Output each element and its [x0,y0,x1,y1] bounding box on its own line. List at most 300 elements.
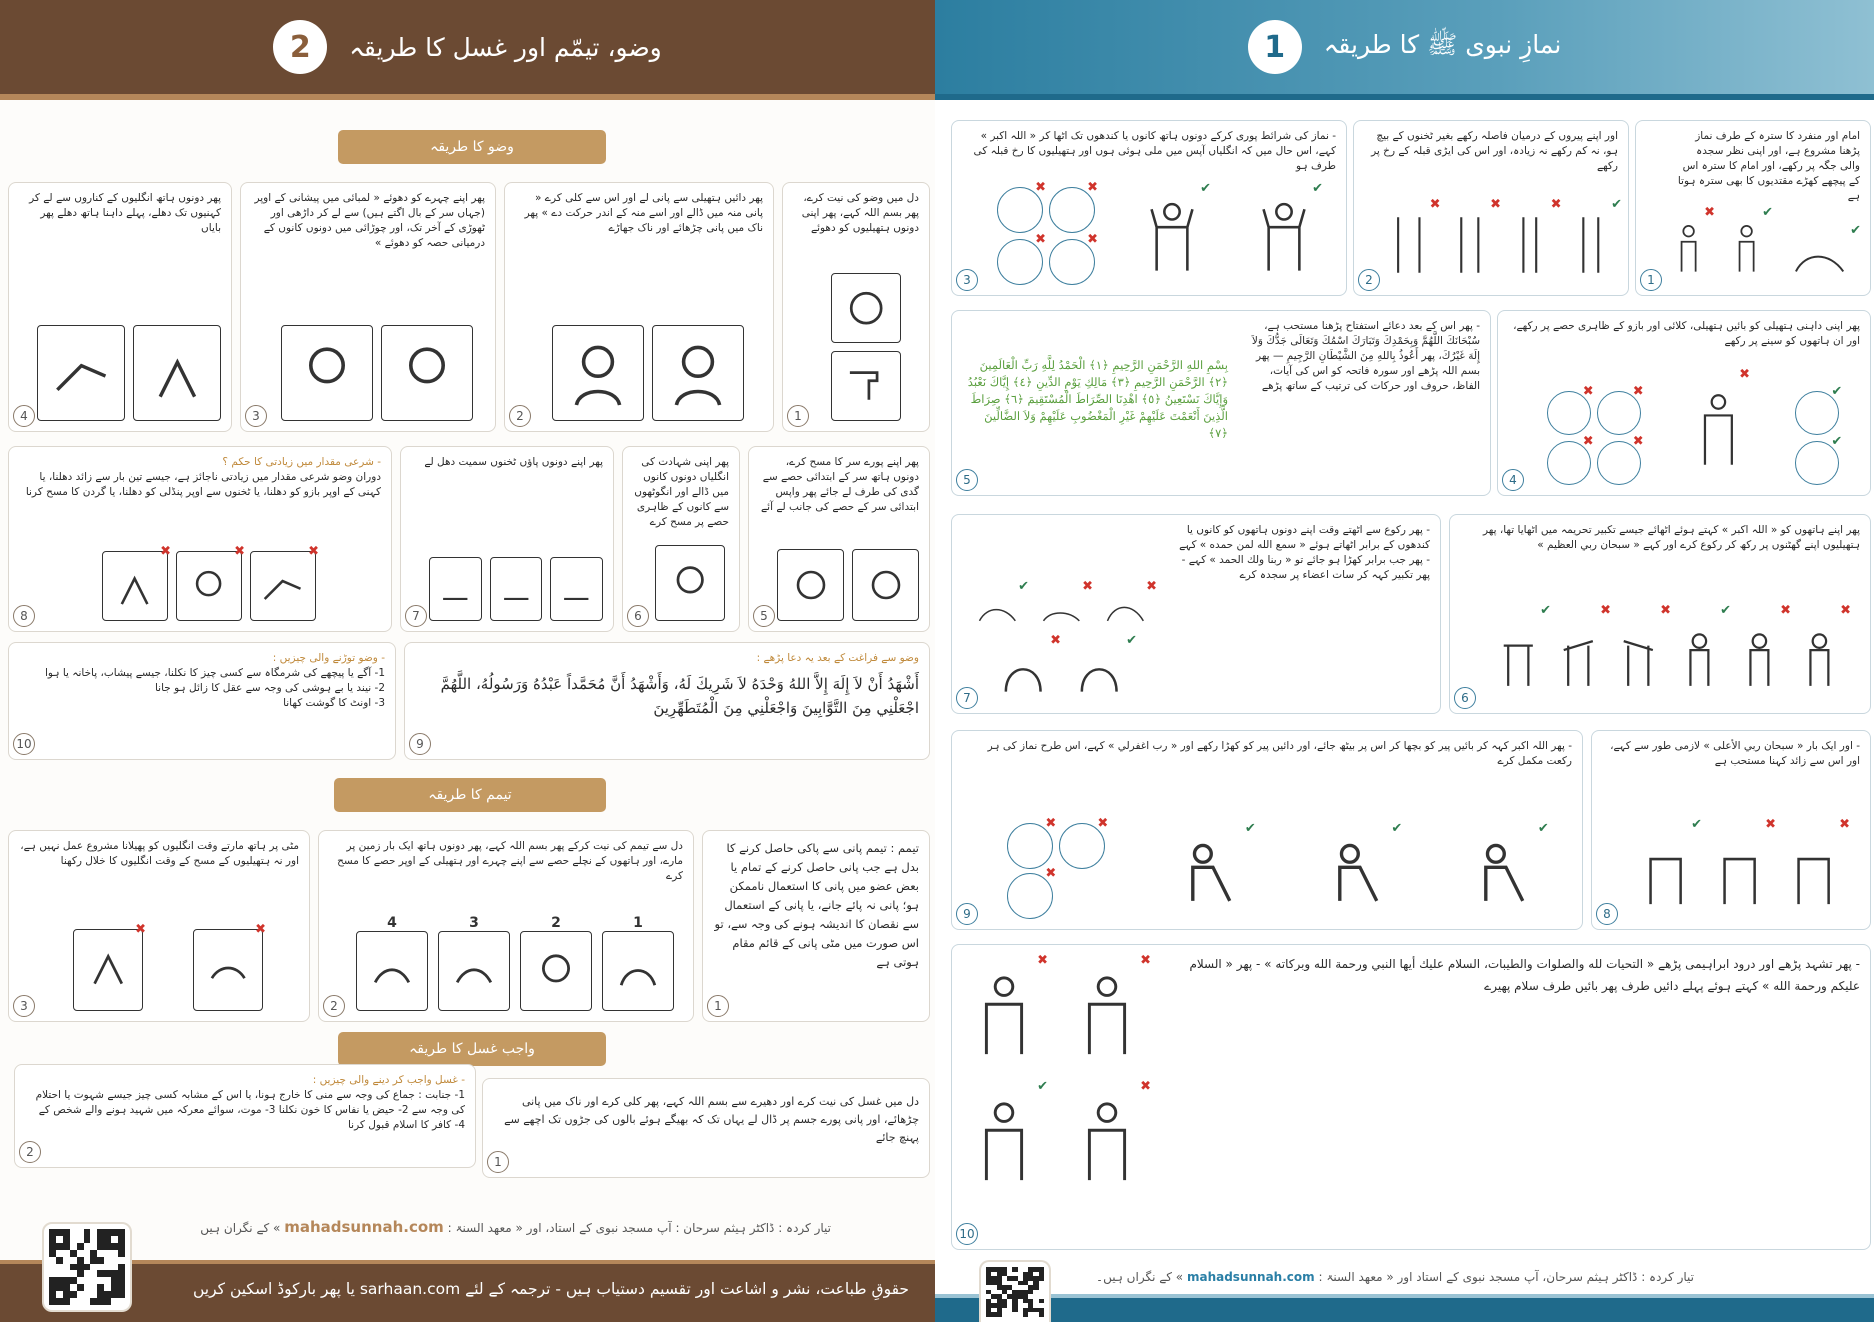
wrong-mark-icon: ✖ [1550,197,1562,212]
correct-mark-icon: ✔ [1200,181,1211,196]
correct-mark-icon: ✔ [1037,1079,1048,1094]
nullifier-item: 2- نیند یا بے ہوشی کی وجہ سے عقل کا زائل ہو جانا [154,682,385,694]
wrong-mark-icon: ✖ [1087,232,1098,247]
sujud-rear-figure [1782,817,1850,919]
qr-cell [118,1264,125,1271]
wudu-step-1 [782,182,930,432]
left-header [0,0,935,100]
prayer-step-text: امام اور منفرد کا سترہ کے طرف نماز پڑھنا مشروع ہے، اور اپنی نظر سجدہ والی جگہ پر رکھے، اور امام کا سترہ اس کے پیچھے کھڑے مقتدیوں کا بھی سترہ ہوتا ہے [1677,130,1860,202]
wudu-step-text: دوران وضو شرعی مقدار میں زیادتی ناجائز ہے، جیسے تین بار سے زائد دھلنا، یا کہنی کے اوپر بازو کو دھلنا، یا ٹخنوں سے اوپر پنڈلی کو دھلنا، یا گردن کا مسح کرنا [25,471,381,498]
wrong-mark-icon: ✖ [1140,1079,1151,1094]
left-page [0,0,935,1322]
section-title-tayammum: تیمم کا طریقہ [334,778,606,812]
correct-mark-icon: ✔ [1391,821,1403,836]
qr-cell [56,1291,63,1298]
interlace-fingers-figure [193,922,266,1011]
wudu-step-9 [404,642,930,760]
jalsa-figure [1461,821,1549,919]
hand-placement-figure [1795,384,1843,435]
qr-cell [49,1229,56,1236]
step-number: 1 [487,1151,509,1173]
qr-cell [56,1298,63,1305]
qr-cell [63,1257,70,1264]
step-number: 4 [1502,469,1524,491]
correct-mark-icon: ✔ [1831,434,1843,449]
wudu-step-text: پھر اپنے پورے سر کا مسح کرے، دونوں ہاتھ سر کے ابتدائی حصے سے گدی کی طرف لے جائے پھر واپس ابتدائی سر کے حصے کی جانب لے آئے [761,456,919,513]
qr-cell [49,1284,56,1291]
qr-cell [1039,1312,1044,1317]
hand-placement-figure [1547,434,1594,485]
qr-cell [111,1277,118,1284]
qr-cell [97,1284,104,1291]
tayammum-face-figure [520,931,592,1011]
hands-raise-figure [1049,180,1098,233]
wrong-mark-icon: ✖ [1045,816,1057,831]
credit-site-link[interactable]: mahadsunnah.com [1186,1270,1315,1284]
qr-cell [56,1270,63,1277]
qr-cell [118,1298,125,1305]
qr-cell [77,1257,84,1264]
wrong-mark-icon: ✖ [1840,603,1851,618]
wrong-mark-icon: ✖ [1632,384,1644,399]
wrong-mark-icon: ✖ [1839,817,1850,832]
qr-cell [104,1277,111,1284]
qr-cell [49,1277,56,1284]
wrong-mark-icon: ✖ [135,922,146,937]
qr-cell [63,1236,70,1243]
tashahhud-figure [1067,953,1151,1071]
qr-cell [97,1291,104,1298]
qr-cell [97,1264,104,1271]
qr-code-icon[interactable] [42,1222,132,1312]
credit-prefix: تیار کردہ : ڈاکٹر ہیثم سرحان، آپ مسجد نبوی کے استاد اور « معھد السنۃ : [1318,1270,1694,1284]
prayer-step-text: - پھر اس کے بعد دعائے استفتاح پڑھنا مستحب ہے، سُبْحَانَكَ اللَّهُمَّ وَبِحَمْدِكَ وَتَبَارَكَ اسْمُكَ وَتَعَالَى جَدُّكَ وَلاَ إِلَهَ غَيْرُكَ، پھر أَعُوذُ بِاللهِ مِنَ الشَّيْطَانِ الرَّجِيمِ — پھر بسم اللہ پڑھے اور سورہ فاتحہ کو اس کی آیات، الفاظ، حروف اور حرکات کی ترتیب کے ساتھ پڑھے [1251,320,1480,392]
right-credit [1094,1270,1694,1284]
step-number: 7 [956,687,978,709]
step-number: 2 [323,995,345,1017]
qr-cell [70,1236,77,1243]
qr-cell [49,1291,56,1298]
correct-mark-icon: ✔ [1018,579,1029,594]
wrong-mark-icon: ✖ [1632,434,1644,449]
wash-feet-figure [429,557,482,621]
wudu-step-text: دل میں وضو کی نیت کرے، پھر بسم اللہ کہے، پھر اپنی دونوں ہتھیلیوں کو دھوئے [801,192,919,234]
qr-cell [70,1243,77,1250]
ghusl-step-title: - غسل واجب کر دینے والی چیزیں : [312,1074,465,1086]
correct-mark-icon: ✔ [1537,821,1549,836]
qr-cell [56,1229,63,1236]
wrong-mark-icon: ✖ [1582,434,1594,449]
sujud-back-figure [1065,633,1137,703]
ruku-figure [1791,603,1851,703]
wrong-mark-icon: ✖ [1704,205,1715,220]
step-number: 5 [753,605,775,627]
correct-mark-icon: ✔ [1691,817,1702,832]
wrong-mark-icon: ✖ [1087,180,1098,195]
ghusl-step-1 [482,1078,930,1178]
qr-cell [111,1291,118,1298]
wudu-step-8 [8,446,392,632]
qr-cell [84,1250,91,1257]
wrong-mark-icon: ✖ [1035,232,1046,247]
figure-label: 1 [633,915,643,931]
correct-mark-icon: ✔ [1720,603,1731,618]
qr-cell [90,1250,97,1257]
qr-cell [70,1264,77,1271]
qr-cell [111,1229,118,1236]
wash-face-figure [281,325,373,421]
correct-mark-icon: ✔ [1126,633,1137,648]
qr-cell [49,1264,56,1271]
wrong-mark-icon: ✖ [1429,197,1441,212]
prayer-step-4 [1497,310,1871,496]
hand-placement-figure [1597,434,1644,485]
wrong-mark-icon: ✖ [1140,953,1151,968]
rinse-nose-figure [552,325,644,421]
wash-arm-figure [133,325,221,421]
qr-cell [84,1298,91,1305]
qr-cell [77,1284,84,1291]
section-title-wudu: وضو کا طریقہ [338,130,606,164]
step-number: 4 [13,405,35,427]
step-number: 3 [245,405,267,427]
qr-cell [63,1229,70,1236]
step-number: 2 [509,405,531,427]
prayer-step-text: - پھر رکوع سے اٹھتے وقت اپنے دونوں ہاتھوں کو کانوں یا کندھوں کے برابر اٹھاتے ہوئے « سمع الله لمن حمده » کہے - پھر جب برابر کھڑا ہو جائے تو « ربنا ولك الحمد » کہے - پھر تکبیر کہہ کر سات اعضاء پر سجدہ کرے [1179,524,1430,581]
washing-hands-figure [831,273,901,343]
qr-cell [104,1229,111,1236]
qr-cell [118,1229,125,1236]
qr-cell [90,1270,97,1277]
qr-cell [77,1264,84,1271]
hand-placement-figure [1597,384,1644,435]
qr-cell [49,1270,56,1277]
tayammum-step-1 [702,830,930,1022]
qr-cell [63,1298,70,1305]
qr-cell [63,1284,70,1291]
qr-cell [70,1284,77,1291]
qr-cell [77,1298,84,1305]
wrong-mark-icon: ✖ [1660,603,1671,618]
wrong-mark-icon: ✖ [1097,816,1109,831]
qr-cell [84,1284,91,1291]
qr-cell [84,1277,91,1284]
wudu-step-title: - شرعی مقدار میں زیادتی کا حکم ؟ [222,456,381,468]
rinse-mouth-figure [652,325,744,421]
qr-cell [97,1298,104,1305]
sujud-back-figure [989,633,1061,703]
figure-label: 3 [469,915,479,931]
wipe-head-figure [852,549,919,621]
section-title-ghusl: واجب غسل کا طریقہ [338,1032,606,1066]
wash-feet-figure [550,557,603,621]
sitting-feet-figure [1007,866,1057,919]
correct-mark-icon: ✔ [1540,603,1551,618]
qr-cell [56,1243,63,1250]
credit-suffix: » کے نگران ہیں [200,1221,281,1235]
tashahhud-figure [964,1079,1048,1197]
left-credit [131,1218,831,1236]
step-number: 7 [405,605,427,627]
nullifier-item: 1- آگے یا پیچھے کی شرمگاہ سے کسی چیز کا نکلنا، جیسے پیشاب، پاخانہ یا ہوا [45,667,385,679]
qr-cell [104,1243,111,1250]
qr-cell [118,1270,125,1277]
qr-cell [63,1250,70,1257]
step-number: 2 [1358,269,1380,291]
qr-cell [104,1270,111,1277]
wudu-step-text: پھر دونوں ہاتھ انگلیوں کے کناروں سے لے کر کہنیوں تک دھلے، پہلے داہنا ہاتھ دھلے پھر بایاں [29,192,221,234]
tayammum-hands-figure [438,931,510,1011]
sitting-feet-figure [1059,816,1109,869]
wudu-step-text: پھر دائیں ہتھیلی سے پانی لے اور اس سے کلی کرے « پانی منہ میں ڈالے اور اسے منہ کے اندر حرکت دے » پھر ناک میں پانی چڑھائے اور ناک جھاڑے [524,192,763,234]
sujud-rear-figure [1634,817,1702,919]
qr-cell [84,1236,91,1243]
wipe-ears-figure [655,545,725,621]
qr-cell [77,1291,84,1298]
qr-cell [77,1243,84,1250]
footer-text: حقوقِ طباعت، نشر و اشاعت اور تقسیم دستیاب ہیں - ترجمہ کے لئے sarhaan.com یا پھر بارکوڈ اسکین کریں [192,1280,909,1298]
wrong-mark-icon: ✖ [1765,817,1776,832]
step-number: 3 [956,269,978,291]
hands-raise-figure [997,232,1046,285]
left-header-number: 2 [273,20,327,74]
qr-cell [56,1277,63,1284]
prayer-step-text: پھر اپنی داہنی ہتھیلی کو بائیں ہتھیلی، کلائی اور بازو کے ظاہری حصے پر رکھے، اور ان ہاتھوں کو سینے پر رکھے [1513,320,1860,347]
prayer-step-text: - اور ایک بار « سبحان ربي الأعلى » لازمی طور سے کہے، اور اس سے زائد کہنا مستحب ہے [1610,740,1860,767]
ghusl-step-text: دل میں غسل کی نیت کرے اور دھیرے سے بسم اللہ کہے، پھر کلی کرے اور ناک میں پانی چڑھائے، اور پانی پورے جسم پر ڈال لے یہاں تک کہ بھیگے ہوئے بالوں کی جڑوں تک اچھے سے پہنچ جائے [504,1095,919,1144]
qr-cell [111,1298,118,1305]
excess-figure [176,544,245,621]
feet-figure [1382,197,1441,285]
correct-mark-icon: ✔ [1762,205,1773,220]
step-number: 9 [956,903,978,925]
qr-cell [70,1277,77,1284]
qr-cell [63,1291,70,1298]
step-number: 8 [13,605,35,627]
hand-placement-figure [1795,434,1843,485]
prostrating-figure [1783,223,1861,285]
wrong-mark-icon: ✖ [1739,367,1750,382]
qr-code-icon[interactable] [979,1260,1051,1322]
prayer-step-2 [1353,120,1629,296]
right-page [935,0,1874,1322]
ruku-figure [1491,603,1551,703]
ghusl-step-text: 1- جنابت : جماع کی وجہ سے منی کا خارج ہونا، یا اس کے مشابہ کسی چیز جیسے شہوت یا احتلام کی وجہ سے 2- حیض یا نفاس کا خون نکلنا 3- موت، سوائے معرکہ میں شہید ہونے والے شخص کے 4- کافر کا اسلام قبول کرنا [35,1089,465,1131]
wash-arm-figure [37,325,125,421]
wrong-mark-icon: ✖ [234,544,245,559]
qr-cell [111,1270,118,1277]
prayer-step-1 [1635,120,1871,296]
feet-figure [1564,197,1622,285]
sujud-figure [1097,579,1157,633]
standing-figure [1725,205,1773,285]
qr-cell [111,1284,118,1291]
tashahhud-figure [1067,1079,1151,1197]
excess-figure [250,544,319,621]
qr-cell [118,1284,125,1291]
step-number: 3 [13,995,35,1017]
qr-cell [104,1291,111,1298]
qr-cell [70,1298,77,1305]
qr-cell [84,1243,91,1250]
qr-cell [97,1270,104,1277]
qr-cell [90,1236,97,1243]
wudu-step-text: پھر اپنے دونوں پاؤں ٹخنوں سمیت دھل لے [424,456,603,468]
wipe-head-figure [777,549,844,621]
wrong-mark-icon: ✖ [1035,180,1046,195]
tap-figure [831,351,901,421]
qr-cell [77,1229,84,1236]
qr-cell [70,1270,77,1277]
prayer-step-text: - پھر تشہد پڑھے اور درود ابراہیمی پڑھے « التحيات لله والصلوات والطيبات، السلام عليك أيها النبي ورحمة الله وبركاته » - پھر « السلام عليكم ورحمة الله » کہتے ہوئے پہلے دائیں طرف پھر بائیں طرف سلام پھیرے [1189,957,1860,993]
qr-cell [77,1250,84,1257]
qr-cell [118,1257,125,1264]
prayer-step-text: اور اپنے پیروں کے درمیان فاصلہ رکھے بغیر ٹخنوں کے بیچ ہو، نہ کم رکھے نہ زیادہ، اور اس کی ایڑی قبلہ کے رخ پر رکھے [1371,130,1618,172]
step-number: 9 [409,733,431,755]
qr-cell [84,1257,91,1264]
step-number: 5 [956,469,978,491]
wrong-mark-icon: ✖ [1082,579,1093,594]
credit-suffix: » کے نگراں ہیں۔ [1096,1270,1184,1284]
qr-cell [63,1277,70,1284]
qr-cell [111,1243,118,1250]
correct-mark-icon: ✔ [1831,384,1843,399]
step-number: 10 [956,1223,978,1245]
feet-figure [1503,197,1562,285]
qr-cell [70,1291,77,1298]
step-number: 1 [787,405,809,427]
step-number: 6 [1454,687,1476,709]
credit-site-link[interactable]: mahadsunnah.com [284,1218,444,1236]
right-header [935,0,1874,100]
qr-cell [118,1243,125,1250]
qr-cell [97,1236,104,1243]
tayammum-step-text: مٹی پر ہاتھ مارتے وقت انگلیوں کو پھیلانا مشروع عمل نہیں ہے، اور نہ ہتھیلیوں کے مسح کے وقت انگلیوں کا خلال رکھنا [20,840,299,867]
qr-cell [70,1250,77,1257]
wrong-mark-icon: ✖ [1045,866,1057,881]
takbir-figure [1249,181,1323,285]
qr-cell [49,1243,56,1250]
qr-cell [56,1250,63,1257]
qr-cell [49,1257,56,1264]
nullifier-item: 3- اونٹ کا گوشت کھانا [283,697,385,709]
qr-cell [97,1243,104,1250]
tayammum-step-2 [318,830,694,1022]
prayer-step-5 [951,310,1491,496]
fatiha-text: بِسْمِ اللهِ الرَّحْمَنِ الرَّحِيمِ ﴿١﴾ الْحَمْدُ لِلَّهِ رَبِّ الْعَالَمِينَ ﴿٢﴾ الرَّحْمَنِ الرَّحِيمِ ﴿٣﴾ مَالِكِ يَوْمِ الدِّينِ ﴿٤﴾ إِيَّاكَ نَعْبُدُ وَإِيَّاكَ نَسْتَعِينُ ﴿٥﴾ اهْدِنَا الصِّرَاطَ الْمُسْتَقِيمَ ﴿٦﴾ صِرَاطَ الَّذِينَ أَنْعَمْتَ عَلَيْهِمْ غَيْرِ الْمَغْضُوبِ عَلَيْهِمْ وَلاَ الضَّالِّينَ ﴿٧﴾ [967,358,1228,440]
qr-cell [97,1250,104,1257]
qr-cell [56,1284,63,1291]
qr-cell [90,1284,97,1291]
step-number: 8 [1596,903,1618,925]
figure-label: 2 [551,915,561,931]
jalsa-figure [1314,821,1403,919]
qr-cell [97,1277,104,1284]
prayer-step-7 [951,514,1441,714]
sujud-rear-figure [1708,817,1776,919]
tayammum-step-text: دل سے تیمم کی نیت کرکے پھر بسم اللہ کہے، پھر دونوں ہاتھ ایک بار زمین پر مارے، اور ہاتھوں کے نچلے حصے سے اپنے چہرے اور ہتھیلی کے اوپر حصے کا مسح کرے [337,840,683,882]
ruku-figure [1671,603,1731,703]
wrong-mark-icon: ✖ [1146,579,1157,594]
qr-cell [104,1257,111,1264]
qr-cell [104,1236,111,1243]
wrong-mark-icon: ✖ [308,544,319,559]
qr-cell [104,1250,111,1257]
wrong-mark-icon: ✖ [1490,197,1501,212]
qr-cell [49,1250,56,1257]
qr-cell [90,1298,97,1305]
prayer-step-text: - نماز کی شرائط پوری کرکے دونوں ہاتھ کانوں یا کندھوں تک اٹھا کر « اللہ اکبر » کہے، اس حال میں کہ انگلیاں آپس میں ملی ہوئی ہوں اور ہتھیلیوں کا رخ قبلہ کی طرف ہو [973,130,1336,172]
qr-cell [90,1264,97,1271]
qr-cell [118,1277,125,1284]
correct-mark-icon: ✔ [1312,181,1323,196]
correct-mark-icon: ✔ [1611,197,1622,212]
wrong-mark-icon: ✖ [1600,603,1611,618]
wudu-step-4 [8,182,232,432]
qr-cell [97,1229,104,1236]
hand-placement-figure [1547,384,1594,435]
qr-cell [111,1236,118,1243]
wudu-step-7 [400,446,614,632]
prayer-step-text: - پھر اللہ اکبر کہہ کر بائیں پیر کو بچھا کر اس پر بیٹھ جائے، اور دائیں پیر کو کھڑا رکھے اور « رب اغفرلي » کہے، اس طرح نماز کی ہر رکعت مکمل کرے [987,740,1572,767]
qr-cell [84,1291,91,1298]
standing-figure [1667,205,1715,285]
qr-cell [90,1277,97,1284]
ruku-figure [1731,603,1791,703]
qr-cell [104,1264,111,1271]
qr-cell [77,1270,84,1277]
qr-cell [118,1291,125,1298]
tayammum-strike-figure [602,931,674,1011]
tashahhud-figure [964,953,1048,1071]
qr-cell [70,1229,77,1236]
sujud-figure [969,579,1029,633]
right-header-number: 1 [1248,20,1302,74]
wudu-step-10 [8,642,396,760]
qr-cell [90,1257,97,1264]
qr-cell [49,1236,56,1243]
wrong-mark-icon: ✖ [1050,633,1061,648]
prayer-step-3 [951,120,1347,296]
prayer-step-text: پھر اپنے ہاتھوں کو « اللہ اکبر » کہتے ہوئے اٹھائے جیسے تکبیر تحریمہ میں اٹھایا تھا، پھر ہتھیلیوں اپنے گھٹنوں پر رکھ کر رکوع کرے اور کہے « سبحان ربي العظيم » [1482,524,1860,551]
wrong-mark-icon: ✖ [1582,384,1594,399]
wrong-mark-icon: ✖ [255,922,266,937]
qr-cell [90,1229,97,1236]
qr-cell [97,1257,104,1264]
prayer-step-10 [951,944,1871,1250]
qr-cell [111,1250,118,1257]
step-number: 2 [19,1141,41,1163]
excess-figure [102,544,171,621]
figure-label: 4 [387,915,397,931]
correct-mark-icon: ✔ [1850,223,1861,238]
qr-cell [104,1284,111,1291]
left-footer [0,1260,935,1322]
spread-fingers-figure [73,922,146,1011]
qr-cell [84,1264,91,1271]
qr-cell [56,1264,63,1271]
tayammum-hands-figure [356,931,428,1011]
qr-cell [84,1270,91,1277]
left-header-title: وضو، تیمّم اور غسل کا طریقہ [349,32,662,62]
wudu-dua-text: أَشْهَدُ أَنْ لاَ إِلَهَ إِلاَّ اللهُ وَحْدَهُ لاَ شَرِيكَ لَهُ، وَأَشْهَدُ أَنَّ مُحَمَّداً عَبْدُهُ وَرَسُولُهُ، اللَّهُمَّ اجْعَلْنِي مِنَ التَّوَّابِينَ وَاجْعَلْنِي مِنَ الْمُتَطَهِّرِينَ [440,675,919,717]
tayammum-step-text: تیمم : تیمم پانی سے پاکی حاصل کرنے کا بدل ہے جب پانی حاصل کرنے کے تمام یا بعض عضو میں پانی کا استعمال ناممکن ہو؛ پانی نہ پائے جانے، یا پانی کے استعمال سے نقصان کا اندیشہ ہونے کی وجہ سے، تو اس صورت میں مٹی پانی کے قائم مقام ہوتی ہے [714,841,919,969]
wudu-step-title: وضو سے فراغت کے بعد یہ دعا پڑھے : [756,652,919,664]
wudu-step-text: پھر اپنے چہرے کو دھوئے « لمبائی میں پیشانی کے اوپر (جہاں سر کے بال اگتے ہیں) سے لے کر داڑھی اور ٹھوڑی کے آخر تک، اور چوڑائی میں دونوں کانوں کے درمیانی حصہ کو دھوئے » [254,192,485,249]
qr-cell [63,1264,70,1271]
qr-cell [63,1270,70,1277]
qr-cell [118,1250,125,1257]
